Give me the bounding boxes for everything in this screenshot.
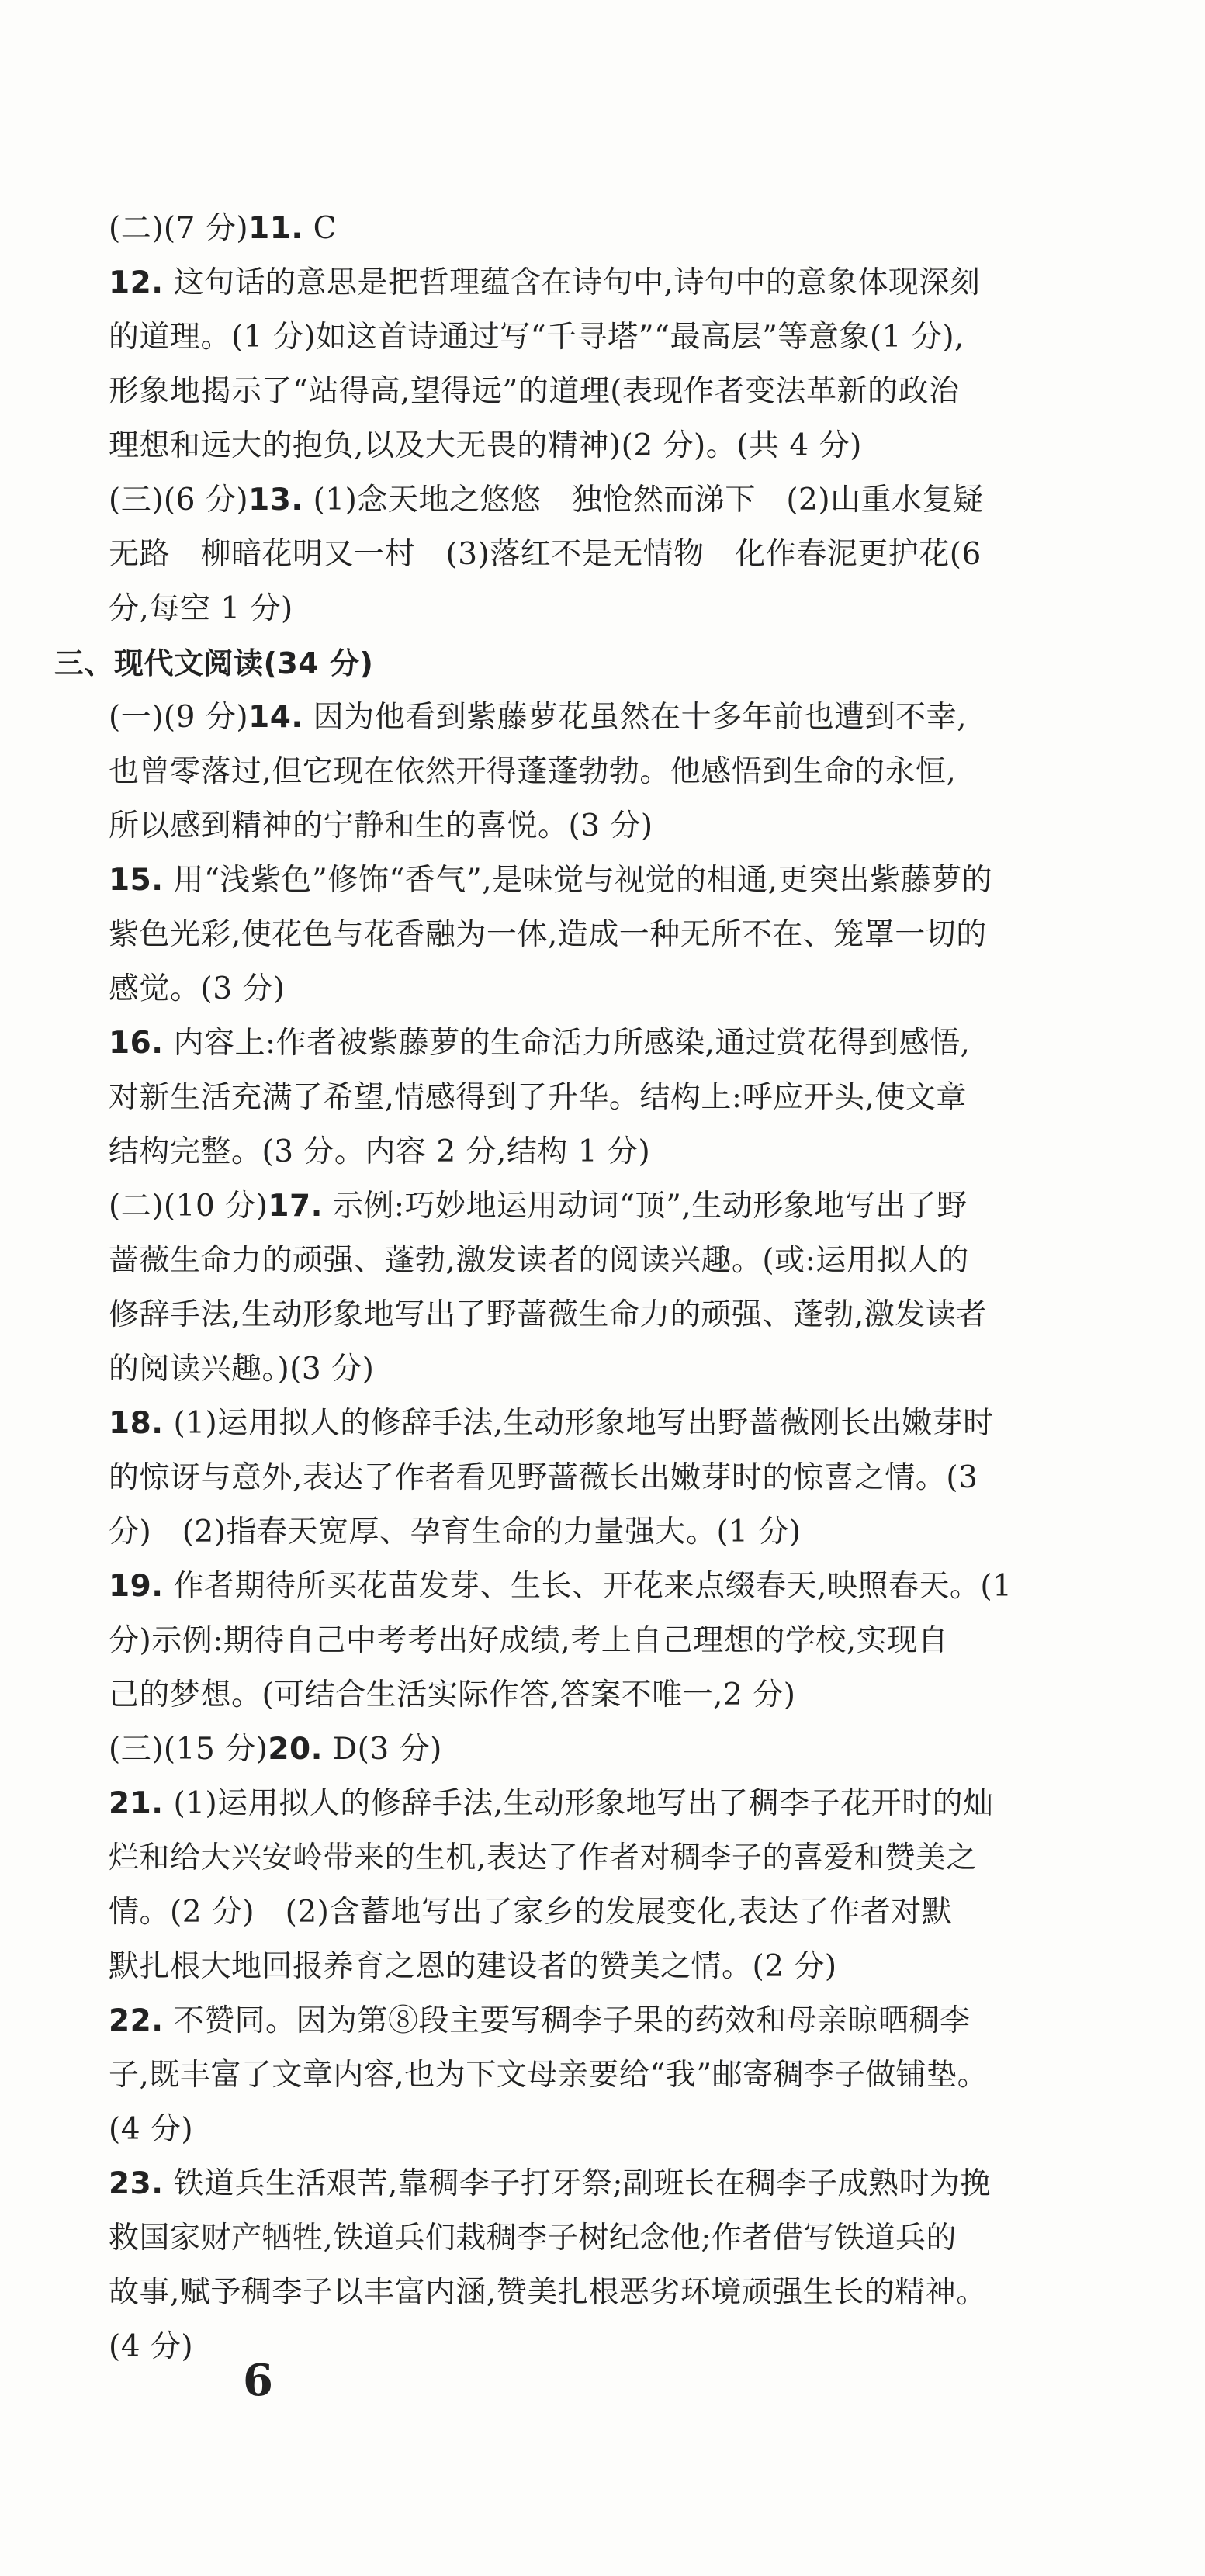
answer-line: [0, 1505, 1205, 1560]
answer-line: [0, 1342, 1205, 1397]
question-number: 11.: [248, 211, 303, 246]
answer-text: 感觉。(3 分): [109, 971, 286, 1006]
answer-text: 分) (2)指春天宽厚、孕育生命的力量强大。(1 分): [109, 1515, 802, 1549]
answer-line: [0, 582, 1205, 636]
answer-text: (1)运用拟人的修辞手法,生动形象地写出野蔷薇刚长出嫩芽时: [163, 1406, 994, 1441]
answer-text: (4 分): [109, 2329, 194, 2364]
answer-text: 结构完整。(3 分。内容 2 分,结构 1 分): [109, 1134, 651, 1169]
answer-line: [0, 908, 1205, 962]
question-number: 14.: [248, 700, 303, 735]
answer-line: [0, 2103, 1205, 2157]
answer-text: 默扎根大地回报养育之恩的建设者的赞美之情。(2 分): [109, 1949, 837, 1984]
answer-text: (三)(15 分): [109, 1732, 268, 1767]
answer-text: 铁道兵生活艰苦,靠稠李子打牙祭;副班长在稠李子成熟时为挽: [163, 2166, 992, 2201]
answer-text: (4 分): [109, 2112, 194, 2147]
answer-text: (二)(10 分): [109, 1189, 268, 1224]
answer-line: [0, 2266, 1205, 2320]
answer-line: [0, 365, 1205, 419]
answer-text: 子,既丰富了文章内容,也为下文母亲要给“我”邮寄稠李子做铺垫。: [109, 2058, 989, 2093]
answer-text: 情。(2 分) (2)含蓄地写出了家乡的发展变化,表达了作者对默: [109, 1895, 953, 1930]
answer-line: [0, 1451, 1205, 1505]
answer-text: D(3 分): [322, 1732, 442, 1767]
question-number: 16.: [109, 1026, 164, 1061]
question-number: 18.: [109, 1406, 164, 1441]
question-number: 17.: [268, 1189, 323, 1224]
answer-line: [0, 2048, 1205, 2103]
answer-text: 分,每空 1 分): [109, 591, 293, 626]
answer-text: 所以感到精神的宁静和生的喜悦。(3 分): [109, 808, 653, 843]
answer-line: [0, 691, 1205, 745]
answer-line: [0, 1560, 1205, 1614]
answer-line: [0, 2320, 1205, 2374]
question-number: 15.: [109, 863, 164, 898]
answer-line: [0, 419, 1205, 473]
answer-text: 无路 柳暗花明又一村 (3)落红不是无情物 化作春泥更护花(6: [109, 537, 982, 572]
answer-text: 不赞同。因为第⑧段主要写稠李子果的药效和母亲晾晒稠李: [163, 2003, 971, 2038]
answer-text: C: [303, 211, 337, 246]
answer-line: [0, 1885, 1205, 1940]
question-number: 23.: [109, 2166, 164, 2201]
answer-line: [0, 799, 1205, 853]
question-number: 20.: [268, 1732, 323, 1767]
answer-text: 故事,赋予稠李子以丰富内涵,赞美扎根恶劣环境顽强生长的精神。: [109, 2275, 987, 2310]
answer-line: [0, 2211, 1205, 2266]
answer-line: [0, 1831, 1205, 1885]
question-number: 19.: [109, 1569, 164, 1604]
answer-text: 救国家财产牺牲,铁道兵们栽稠李子树纪念他;作者借写铁道兵的: [109, 2221, 957, 2256]
answer-text: 内容上:作者被紫藤萝的生命活力所感染,通过赏花得到感悟,: [163, 1026, 971, 1061]
answer-text: 这句话的意思是把哲理蕴含在诗句中,诗句中的意象体现深刻: [163, 265, 981, 300]
question-number: 22.: [109, 2003, 164, 2038]
answer-text: 修辞手法,生动形象地写出了野蔷薇生命力的顽强、蓬勃,激发读者: [109, 1297, 987, 1332]
answer-text: 的阅读兴趣。)(3 分): [109, 1352, 375, 1387]
answer-line: [0, 1397, 1205, 1451]
answer-line: [0, 473, 1205, 528]
answer-text: 用“浅紫色”修饰“香气”,是味觉与视觉的相通,更突出紫藤萝的: [163, 863, 993, 898]
page-number: 6: [243, 2355, 273, 2406]
answer-text: 紫色光彩,使花色与花香融为一体,造成一种无所不在、笼罩一切的: [109, 917, 987, 952]
answer-text: (1)念天地之悠悠 独怆然而涕下 (2)山重水复疑: [303, 483, 984, 518]
answer-text: 因为他看到紫藤萝花虽然在十多年前也遭到不幸,: [303, 700, 967, 735]
answer-line: [0, 1940, 1205, 1994]
section-heading-text: 三、现代文阅读(34 分): [54, 646, 374, 680]
answer-text: 的道理。(1 分)如这首诗通过写“千寻塔”“最高层”等意象(1 分),: [109, 320, 964, 355]
answer-text: 作者期待所买花苗发芽、生长、开花来点缀春天,映照春天。(1: [163, 1569, 1013, 1604]
answer-text-body: [0, 202, 1205, 2374]
answer-line: [0, 745, 1205, 799]
answer-text: 己的梦想。(可结合生活实际作答,答案不唯一,2 分): [109, 1678, 796, 1712]
answer-text: (一)(9 分): [109, 700, 249, 735]
answer-text: 烂和给大兴安岭带来的生机,表达了作者对稠李子的喜爱和赞美之: [109, 1840, 977, 1875]
question-number: 13.: [248, 483, 303, 518]
answer-line: [0, 1994, 1205, 2048]
answer-line: [0, 1614, 1205, 1668]
answer-line: [0, 1777, 1205, 1831]
answer-text: 形象地揭示了“站得高,望得远”的道理(表现作者变法革新的政治: [109, 374, 960, 409]
answer-text: 分)示例:期待自己中考考出好成绩,考上自己理想的学校,实现自: [109, 1623, 949, 1658]
answer-line: [0, 1016, 1205, 1071]
answer-text: 示例:巧妙地运用动词“顶”,生动形象地写出了野: [322, 1189, 968, 1224]
answer-text: 对新生活充满了希望,情感得到了升华。结构上:呼应开头,使文章: [109, 1080, 967, 1115]
answer-line: [0, 1179, 1205, 1234]
answer-line: [0, 1125, 1205, 1179]
answer-line: [0, 310, 1205, 365]
answer-line: [0, 1723, 1205, 1777]
answer-line: [0, 256, 1205, 310]
answer-line: [0, 1288, 1205, 1342]
answer-text: 理想和远大的抱负,以及大无畏的精神)(2 分)。(共 4 分): [109, 428, 862, 463]
question-number: 12.: [109, 265, 164, 300]
answer-line: [0, 962, 1205, 1016]
question-number: 21.: [109, 1786, 164, 1821]
answer-line: [0, 1234, 1205, 1288]
answer-text: 也曾零落过,但它现在依然开得蓬蓬勃勃。他感悟到生命的永恒,: [109, 754, 957, 789]
answer-line: [0, 202, 1205, 256]
answer-line: [0, 1071, 1205, 1125]
answer-line: [0, 2157, 1205, 2211]
section-heading: [0, 636, 1205, 691]
answer-text: (1)运用拟人的修辞手法,生动形象地写出了稠李子花开时的灿: [163, 1786, 994, 1821]
answer-text: (三)(6 分): [109, 483, 249, 518]
answer-line: [0, 1668, 1205, 1723]
answer-text: (二)(7 分): [109, 211, 249, 246]
answer-text: 蔷薇生命力的顽强、蓬勃,激发读者的阅读兴趣。(或:运用拟人的: [109, 1243, 969, 1278]
answer-line: [0, 528, 1205, 582]
answer-text: 的惊讶与意外,表达了作者看见野蔷薇长出嫩芽时的惊喜之情。(3: [109, 1460, 978, 1495]
answer-line: [0, 853, 1205, 908]
